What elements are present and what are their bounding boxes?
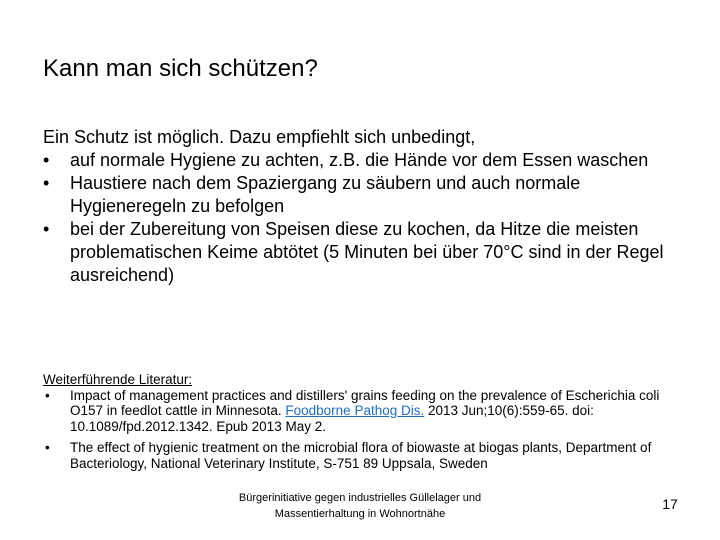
bullet-icon: • (45, 440, 50, 455)
slide-body (43, 126, 683, 287)
bullet-icon: • (43, 219, 50, 239)
bullet-text: auf normale Hygiene zu achten, z.B. die Hände vor dem Essen waschen (70, 150, 649, 170)
list-item (43, 149, 683, 172)
literature-section (43, 372, 683, 471)
footer (210, 490, 510, 522)
literature-text: The effect of hygienic treatment on the microbial flora of biowaste at biogas plants, Department of Bacteriology, National Veterinary Institute, S-751 89 Uppsala, Sweden (70, 440, 652, 471)
list-item (43, 218, 683, 287)
literature-item (43, 388, 683, 435)
footer-line: Bürgerinitiative gegen industrielles Güllelager und (238, 492, 482, 504)
literature-heading: Weiterführende Literatur: (43, 372, 193, 387)
slide-title: Kann man sich schützen? (43, 55, 318, 82)
literature-text: Impact of management practices and distillers' grains feeding on the prevalence of Escherichia coli O157 in feedlot cattle in Minnesota. (70, 387, 660, 418)
page-number: 17 (662, 496, 678, 512)
literature-item (43, 440, 683, 471)
bullet-icon: • (43, 150, 50, 170)
literature-text: 2013 Jun;10(6):559-65. doi: 10.1089/fpd.2012.1342. Epub 2013 May 2. (70, 403, 594, 434)
bullet-text: bei der Zubereitung von Speisen diese zu kochen, da Hitze die meisten problematischen Keime abtötet (5 Minuten bei über 70°C sind in der Regel ausreichend) (70, 219, 664, 285)
bullet-text: Haustiere nach dem Spaziergang zu säubern und auch normale Hygieneregeln zu befolgen (70, 173, 581, 216)
bullet-list (43, 149, 683, 287)
footer-line: Massentierhaltung in Wohnortnähe (274, 508, 446, 520)
literature-list (43, 388, 683, 472)
list-item (43, 172, 683, 218)
journal-link[interactable]: Foodborne Pathog Dis. (285, 403, 425, 418)
bullet-icon: • (45, 387, 50, 403)
bullet-icon: • (43, 173, 50, 193)
intro-text: Ein Schutz ist möglich. Dazu empfiehlt sich unbedingt, (43, 127, 476, 147)
